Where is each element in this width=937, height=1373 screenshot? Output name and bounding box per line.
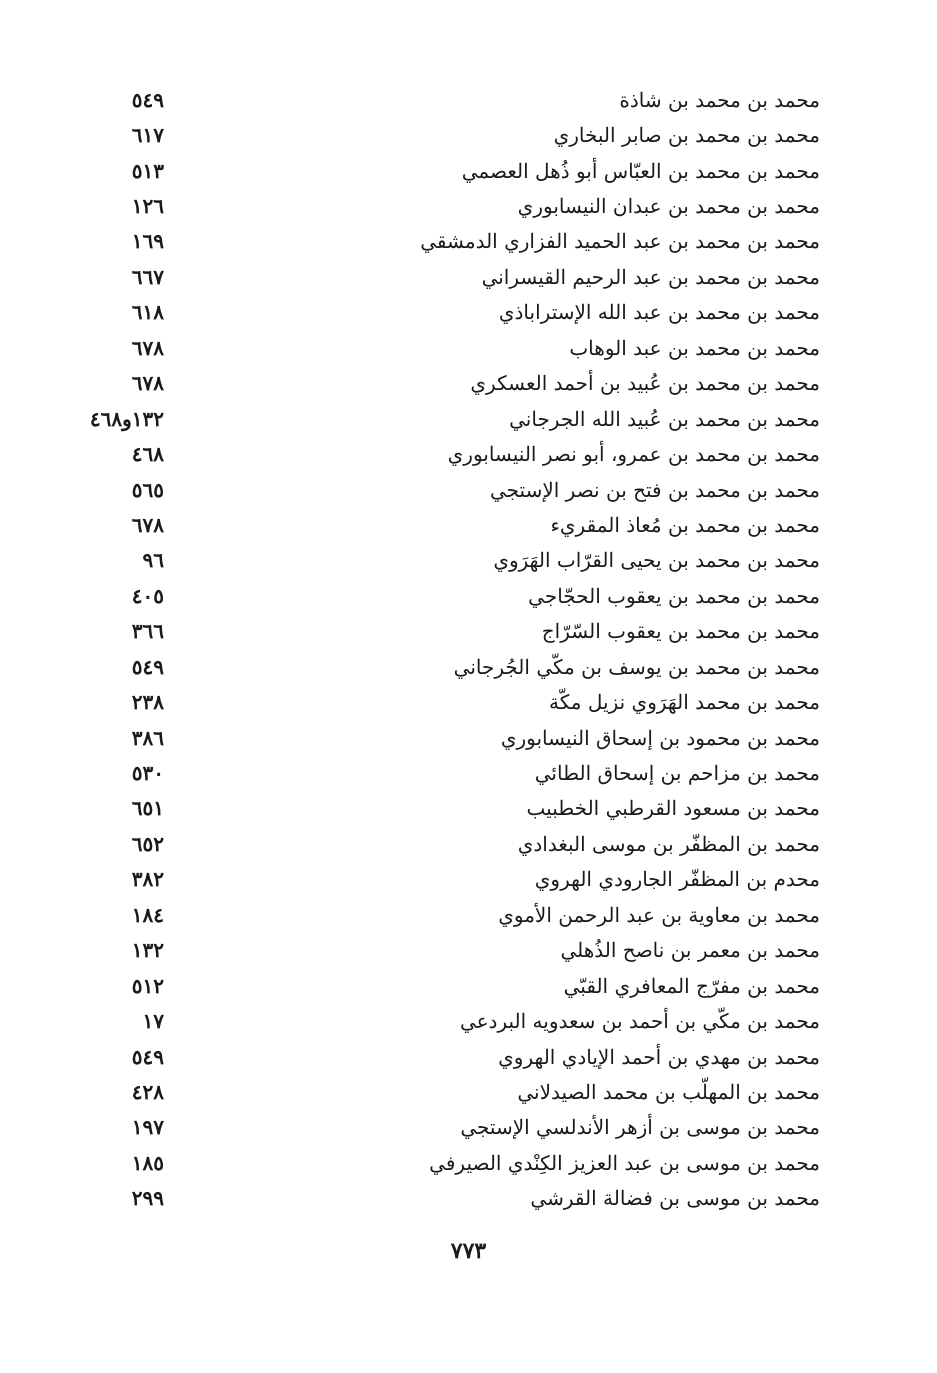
entry-pages: ٥٤٩	[131, 87, 164, 112]
entry-pages: ٦١٧	[131, 123, 164, 148]
entry-pages: ١٨٤	[131, 902, 164, 927]
index-entry	[118, 933, 820, 968]
index-entry	[118, 897, 820, 932]
index-entry	[118, 1145, 820, 1180]
entry-name: محمد بن مسعود القرطبي الخطبيب	[526, 796, 820, 821]
index-entry	[118, 1074, 820, 1109]
entry-name: محمد بن موسى بن أزهر الأندلسي الإستجي	[460, 1115, 820, 1140]
index-entry	[118, 82, 820, 117]
index-entry	[118, 330, 820, 365]
entry-name: محمد بن محمد بن عبد الرحيم القيسراني	[481, 264, 820, 289]
entry-name: محمد بن محمد بن فتح بن نصر الإستجي	[489, 477, 820, 502]
entry-pages: ١٩٧	[131, 1115, 164, 1140]
entry-pages: ٤٦٨	[131, 442, 164, 467]
index-entry	[118, 684, 820, 719]
entry-name: محدم بن المظفّر الجارودي الهروي	[534, 867, 820, 892]
entry-name: محمد بن مهدي بن أحمد الإيادي الهروي	[498, 1044, 820, 1069]
entry-name: محمد بن معاوية بن عبد الرحمن الأموي	[498, 902, 820, 927]
entry-pages: ٢٣٨	[131, 690, 164, 715]
entry-name: محمد بن محمد بن عُبيد الله الجرجاني	[509, 406, 820, 431]
entry-name: محمد بن محمد بن يوسف بن مكّي الجُرجاني	[453, 654, 820, 679]
entry-pages: ٥٣٠	[131, 761, 164, 786]
entry-pages: ٥١٣	[131, 158, 164, 183]
entry-pages: ١٣٢	[131, 938, 164, 963]
index-entry	[118, 1003, 820, 1038]
index-entry	[118, 153, 820, 188]
index-entry	[118, 117, 820, 152]
entry-pages: ٥٤٩	[131, 1044, 164, 1069]
index-entry	[118, 436, 820, 471]
entry-name: محمد بن محمود بن إسحاق النيسابوري	[500, 725, 820, 750]
entry-pages: ١٨٥	[131, 1150, 164, 1175]
entry-pages: ٦٥١	[131, 796, 164, 821]
index-entry	[118, 1110, 820, 1145]
entry-pages: ٤٠٥	[131, 583, 164, 608]
entry-name: محمد بن محمد بن عبد الوهاب	[569, 335, 820, 360]
index-list	[89, 82, 820, 1216]
entry-pages: ٦٧٨	[131, 335, 164, 360]
index-entry	[118, 472, 820, 507]
entry-pages: ٦٥٢	[131, 831, 164, 856]
index-entry	[118, 968, 820, 1003]
entry-name: محمد بن محمد الهَرَوي نزيل مكّة	[549, 690, 820, 715]
entry-name: محمد بن محمد بن مُعاذ المقريء	[550, 512, 820, 537]
entry-pages: ٥١٢	[131, 973, 164, 998]
entry-name: محمد بن المهلّب بن محمد الصيدلاني	[517, 1079, 820, 1104]
index-entry	[118, 720, 820, 755]
entry-name: محمد بن محمد بن عبد الحميد الفزاري الدمشقي	[420, 229, 820, 254]
entry-pages: ٤٢٨	[131, 1079, 164, 1104]
index-entry	[118, 1181, 820, 1216]
entry-pages: ٢٩٩	[131, 1186, 164, 1211]
entry-name: محمد بن محمد بن شاذة	[619, 87, 820, 112]
index-entry	[118, 224, 820, 259]
entry-name: محمد بن محمد بن صابر البخاري	[553, 123, 820, 148]
index-entry	[118, 614, 820, 649]
entry-pages: ٦١٨	[131, 300, 164, 325]
index-entry	[118, 826, 820, 861]
entry-pages: ٥٦٥	[131, 477, 164, 502]
entry-name: محمد بن محمد بن يعقوب الحجّاجي	[528, 583, 820, 608]
page-number: ٧٧٣	[450, 1238, 487, 1264]
index-entry	[118, 259, 820, 294]
index-entry	[89, 401, 820, 436]
entry-pages: ١٦٩	[131, 229, 164, 254]
index-entry	[118, 862, 820, 897]
entry-name: محمد بن المظفّر بن موسى البغدادي	[517, 831, 820, 856]
index-entry	[118, 755, 820, 790]
entry-name: محمد بن محمد بن عُبيد بن أحمد العسكري	[470, 371, 820, 396]
entry-pages: ٦٧٨	[131, 371, 164, 396]
entry-name: محمد بن محمد بن عبد الله الإستراباذي	[498, 300, 820, 325]
entry-name: محمد بن مفرّج المعافري القبّي	[563, 973, 820, 998]
index-entry	[118, 578, 820, 613]
entry-name: محمد بن موسى بن فضالة القرشي	[530, 1186, 820, 1211]
index-entry	[118, 295, 820, 330]
entry-name: محمد بن محمد بن عمرو، أبو نصر النيسابوري	[447, 442, 820, 467]
index-entry	[118, 543, 820, 578]
index-entry	[118, 649, 820, 684]
entry-name: محمد بن محمد بن يعقوب السّرّاج	[541, 619, 820, 644]
index-entry	[118, 507, 820, 542]
entry-name: محمد بن محمد بن عبدان النيسابوري	[517, 194, 820, 219]
entry-pages: ٥٤٩	[131, 654, 164, 679]
entry-pages: ٣٨٦	[131, 725, 164, 750]
entry-name: محمد بن مزاحم بن إسحاق الطائي	[534, 761, 820, 786]
entry-name: محمد بن موسى بن عبد العزيز الكِنْدي الصيرفي	[429, 1150, 820, 1175]
entry-pages: ١٣٢و٤٦٨	[89, 406, 164, 431]
entry-name: محمد بن محمد بن يحيى القرّاب الهَرَوي	[493, 548, 820, 573]
index-entry	[118, 188, 820, 223]
index-entry	[118, 1039, 820, 1074]
entry-pages: ٦٦٧	[131, 264, 164, 289]
entry-name: محمد بن مكّي بن أحمد بن سعدويه البردعي	[459, 1009, 820, 1034]
entry-pages: ٣٨٢	[131, 867, 164, 892]
entry-pages: ٦٧٨	[131, 512, 164, 537]
entry-pages: ٩٦	[142, 548, 164, 573]
index-entry	[118, 366, 820, 401]
entry-pages: ١٢٦	[131, 194, 164, 219]
index-entry	[118, 791, 820, 826]
entry-pages: ١٧	[142, 1009, 164, 1034]
entry-name: محمد بن محمد بن العبّاس أبو ذُهل العصمي	[461, 158, 820, 183]
entry-name: محمد بن معمر بن ناصح الذُهلي	[560, 938, 820, 963]
entry-pages: ٣٦٦	[131, 619, 164, 644]
